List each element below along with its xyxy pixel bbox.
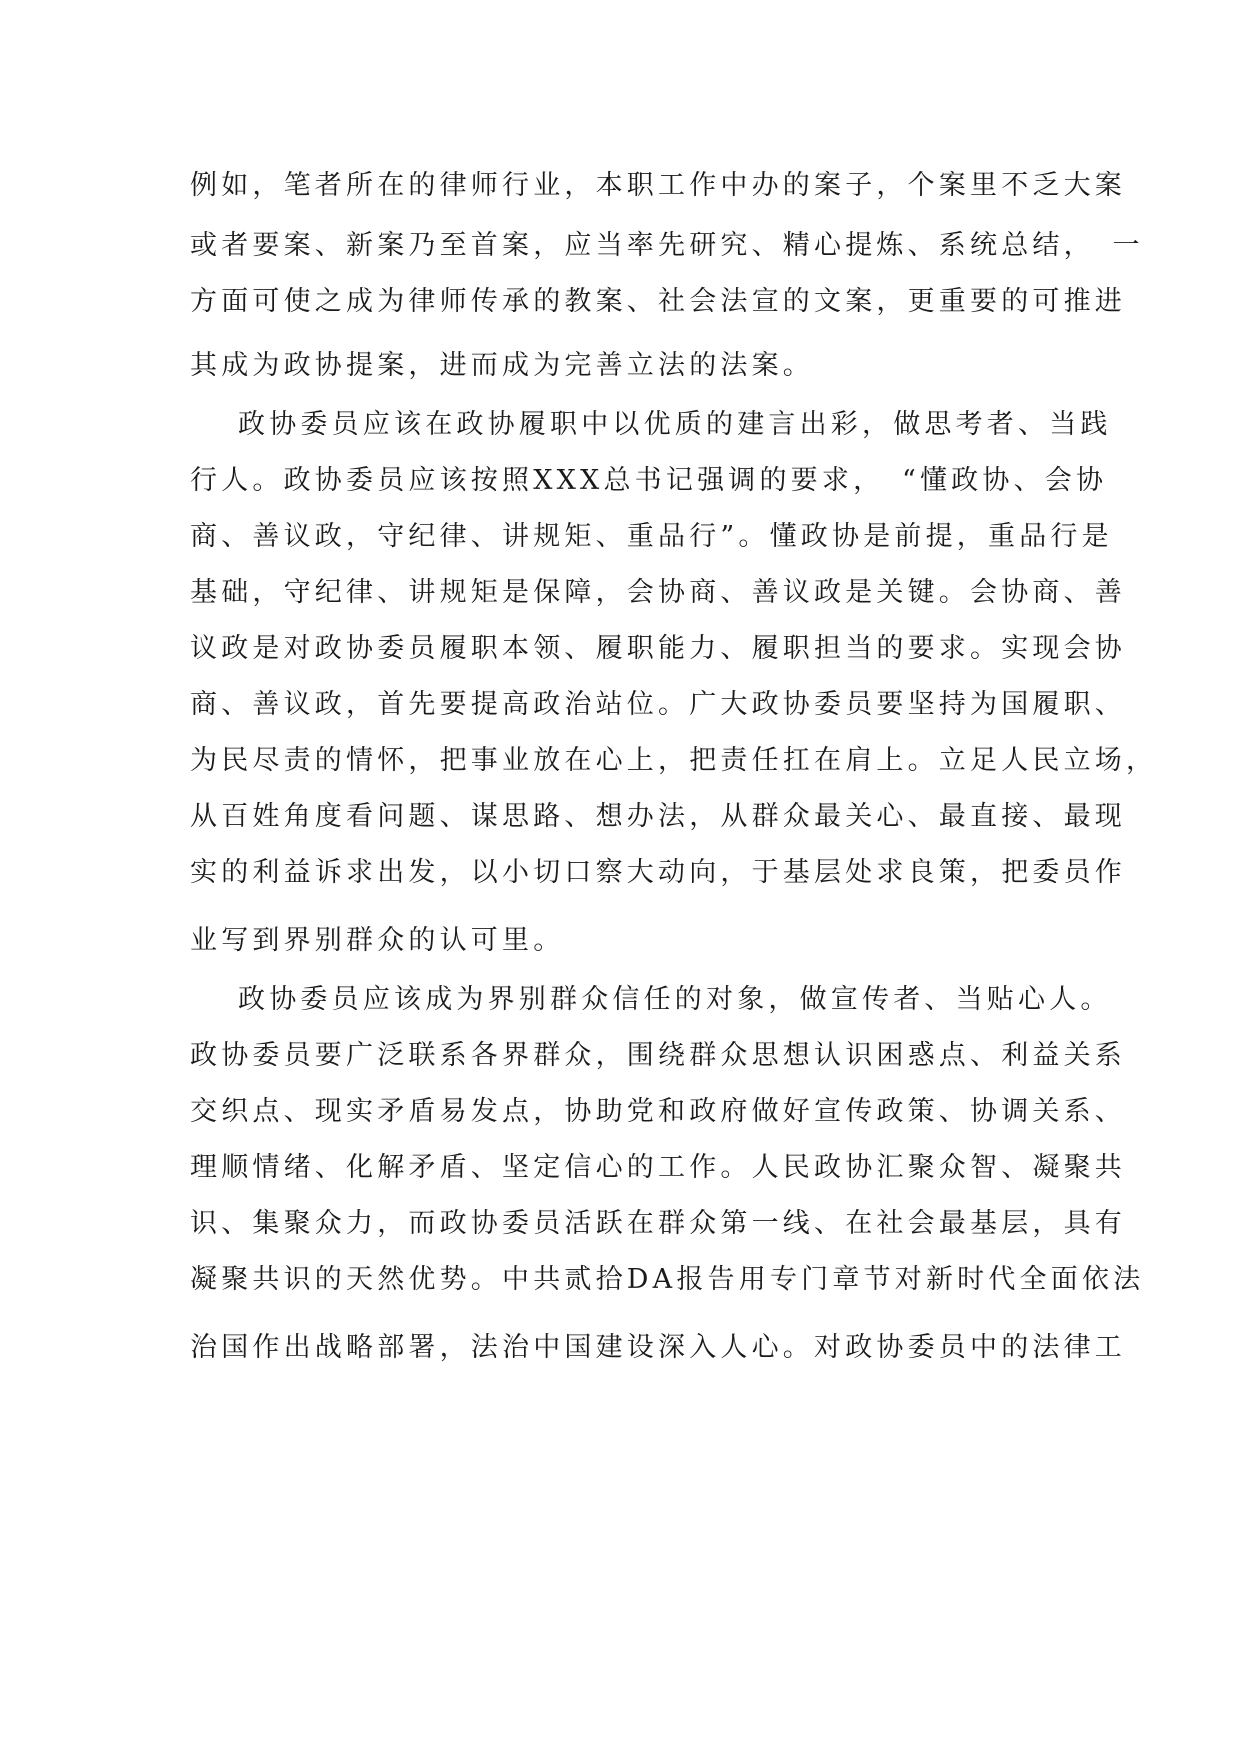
text-line: 从百姓角度看问题、谋思路、想办法，从群众最关心、最直接、最现	[190, 801, 1126, 832]
paragraph-first-line: 政协委员应该成为界别群众信任的对象，做宣传者、当贴心人。	[238, 984, 1112, 1015]
text-line: 交织点、现实矛盾易发点，协助党和政府做好宣传政策、协调关系、	[190, 1096, 1126, 1127]
text-line: 凝聚共识的天然优势。中共贰拾DA报告用专门章节对新时代全面依法	[190, 1264, 1145, 1295]
text-line: 行人。政协委员应该按照XXX总书记强调的要求， “懂政协、会协	[190, 465, 1108, 496]
text-line: 例如，笔者所在的律师行业，本职工作中办的案子，个案里不乏大案	[190, 170, 1126, 201]
text-line: 商、善议政，首先要提高政治站位。广大政协委员要坚持为国履职、	[190, 689, 1126, 720]
text-line: 治国作出战略部署，法治中国建设深入人心。对政协委员中的法律工	[190, 1332, 1126, 1363]
paragraph-first-line: 政协委员应该在政协履职中以优质的建言出彩，做思考者、当践	[238, 409, 1112, 440]
text-line: 或者要案、新案乃至首案，应当率先研究、精心提炼、系统总结， 一	[190, 230, 1144, 261]
text-line: 方面可使之成为律师传承的教案、社会法宣的文案，更重要的可推进	[190, 286, 1126, 317]
text-line: 基础，守纪律、讲规矩是保障，会协商、善议政是关键。会协商、善	[190, 577, 1126, 608]
text-line: 政协委员要广泛联系各界群众，围绕群众思想认识困惑点、利益关系	[190, 1040, 1126, 1071]
text-line: 议政是对政协委员履职本领、履职能力、履职担当的要求。实现会协	[190, 633, 1126, 664]
text-line: 业写到界别群众的认可里。	[190, 925, 565, 956]
text-line: 商、善议政，守纪律、讲规矩、重品行”。懂政协是前提，重品行是	[190, 521, 1113, 552]
text-line: 其成为政协提案，进而成为完善立法的法案。	[190, 350, 814, 381]
text-line: 为民尽责的情怀，把事业放在心上，把责任扛在肩上。立足人民立场，	[190, 745, 1158, 776]
text-line: 理顺情绪、化解矛盾、坚定信心的工作。人民政协汇聚众智、凝聚共	[190, 1152, 1126, 1183]
text-line: 识、集聚众力，而政协委员活跃在群众第一线、在社会最基层，具有	[190, 1208, 1126, 1239]
text-line: 实的利益诉求出发，以小切口察大动向，于基层处求良策，把委员作	[190, 857, 1126, 888]
